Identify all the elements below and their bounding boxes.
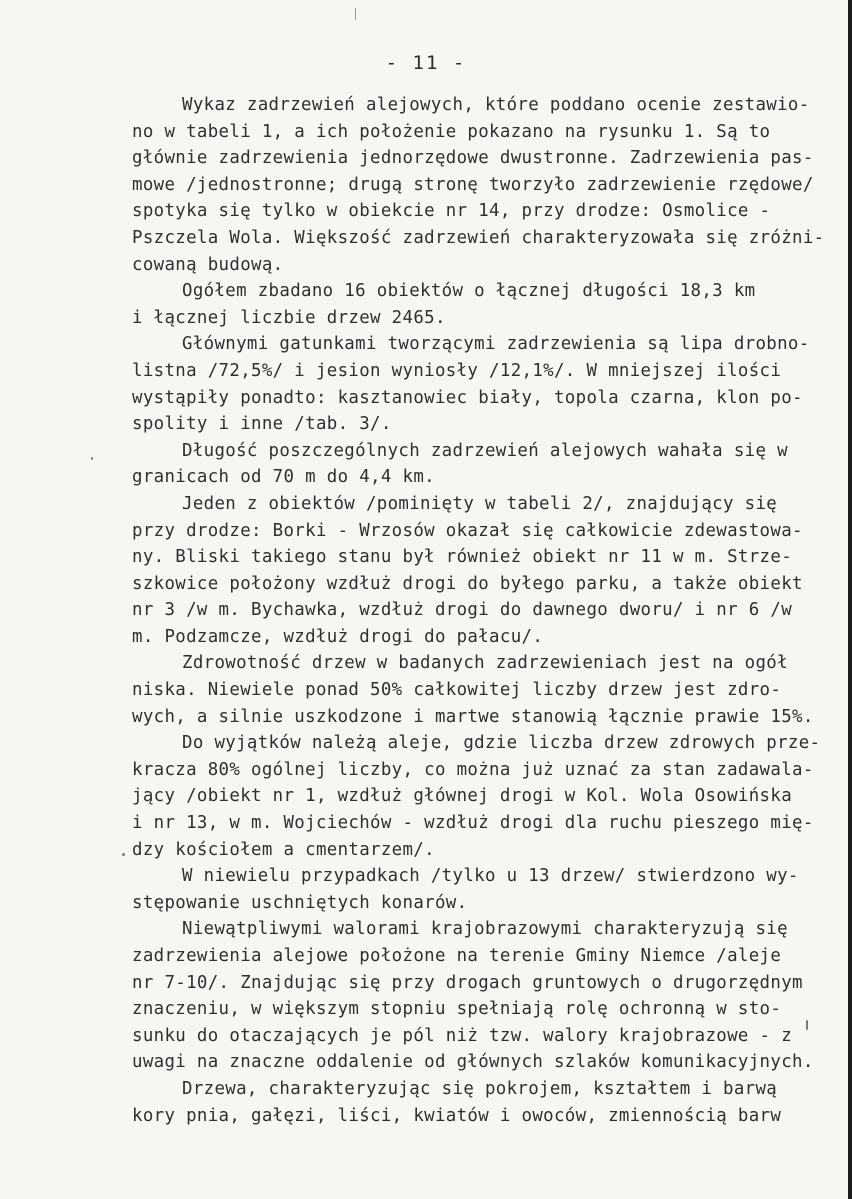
- text-line: szkowice położony wzdłuż drogi do byłego parku, a także obiekt: [132, 573, 803, 594]
- text-line: uwagi na znaczne oddalenie od głównych szlaków komunikacyjnych.: [132, 1052, 814, 1073]
- text-line: wystąpiły ponadto: kasztanowiec biały, topola czarna, klon po-: [132, 387, 803, 408]
- text-line: Ogółem zbadano 16 obiektów o łącznej długości 18,3 km: [182, 281, 756, 302]
- text-line: kracza 80% ogólnej liczby, co można już uznać za stan zadawala-: [132, 759, 814, 780]
- scan-speck: [355, 8, 356, 20]
- text-line: Drzewa, charakteryzując się pokrojem, kształtem i barwą: [182, 1078, 778, 1099]
- text-line: cowaną budową.: [132, 254, 284, 275]
- text-line: i łącznej liczbie drzew 2465.: [132, 307, 446, 328]
- text-line: Do wyjątków należą aleje, gdzie liczba drzew zdrowych prze-: [182, 733, 821, 754]
- scan-speck: [122, 853, 125, 856]
- text-line: granicach od 70 m do 4,4 km.: [132, 467, 435, 488]
- text-line: nr 7-10/. Znajdując się przy drogach gruntowych o drugorzędnym: [132, 972, 803, 993]
- scan-speck: [91, 457, 93, 460]
- text-line: Pszczela Wola. Większość zadrzewień charakteryzowała się zróżni-: [132, 227, 825, 248]
- text-line: sunku do otaczających je pól niż tzw. walory krajobrazowe - z: [132, 1025, 793, 1046]
- text-line: W niewielu przypadkach /tylko u 13 drzew/ stwierdzono wy-: [182, 866, 799, 887]
- text-line: i nr 13, w m. Wojciechów - wzdłuż drogi dla ruchu pieszego mię-: [132, 813, 814, 834]
- text-line: mowe /jednostronne; drugą stronę tworzyło zadrzewienie rzędowe/: [132, 174, 814, 195]
- text-line: Niewątpliwymi walorami krajobrazowymi charakteryzują się: [182, 919, 788, 940]
- text-line: jący /obiekt nr 1, wzdłuż głównej drogi w Kol. Wola Osowińska: [132, 786, 793, 807]
- text-line: Głównymi gatunkami tworzącymi zadrzewienia są lipa drobno-: [182, 334, 810, 355]
- text-line: m. Podzamcze, wzdłuż drogi do pałacu/.: [132, 626, 544, 647]
- text-line: głównie zadrzewienia jednorzędowe dwustronne. Zadrzewienia pas-: [132, 148, 814, 169]
- text-line: spotyka się tylko w obiekcie nr 14, przy drodze: Osmolice -: [132, 201, 771, 222]
- text-line: kory pnia, gałęzi, liści, kwiatów i owoców, zmiennością barw: [132, 1105, 782, 1126]
- text-line: Wykaz zadrzewień alejowych, które poddano ocenie zestawio-: [182, 95, 810, 115]
- body-text: [132, 92, 832, 1129]
- text-line: wych, a silnie uszkodzone i martwe stanowią łącznie prawie 15%.: [132, 706, 814, 727]
- text-line: zadrzewienia alejowe położone na terenie Gminy Niemce /aleje: [132, 946, 782, 966]
- text-line: no w tabeli 1, a ich położenie pokazano na rysunku 1. Są to: [132, 121, 771, 142]
- text-line: Zdrowotność drzew w badanych zadrzewieniach jest na ogół: [182, 653, 788, 674]
- text-line: ny. Bliski takiego stanu był również obiekt nr 11 w m. Strze-: [132, 547, 793, 568]
- text-line: nr 3 /w m. Bychawka, wzdłuż drogi do dawnego dworu/ i nr 6 /w: [132, 600, 793, 621]
- text-line: Jeden z obiektów /pominięty w tabeli 2/, znajdujący się: [182, 493, 778, 514]
- text-line: dzy kościołem a cmentarzem/.: [132, 839, 435, 860]
- text-line: znaczeniu, w większym stopniu spełniają rolę ochronną w sto-: [132, 999, 782, 1020]
- text-line: przy drodze: Borki - Wrzosów okazał się całkowicie zdewastowa-: [132, 520, 803, 541]
- page-number: - 11 -: [385, 52, 467, 74]
- text-line: spolity i inne /tab. 3/.: [132, 414, 392, 435]
- text-line: Długość poszczególnych zadrzewień alejowych wahała się w: [182, 440, 788, 461]
- text-line: listna /72,5%/ i jesion wyniosły /12,1%/. W mniejszej ilości: [132, 360, 782, 381]
- text-line: niska. Niewiele ponad 50% całkowitej liczby drzew jest zdro-: [132, 680, 782, 701]
- text-line: stępowanie uschniętych konarów.: [132, 892, 468, 913]
- scan-speck: [806, 1020, 808, 1030]
